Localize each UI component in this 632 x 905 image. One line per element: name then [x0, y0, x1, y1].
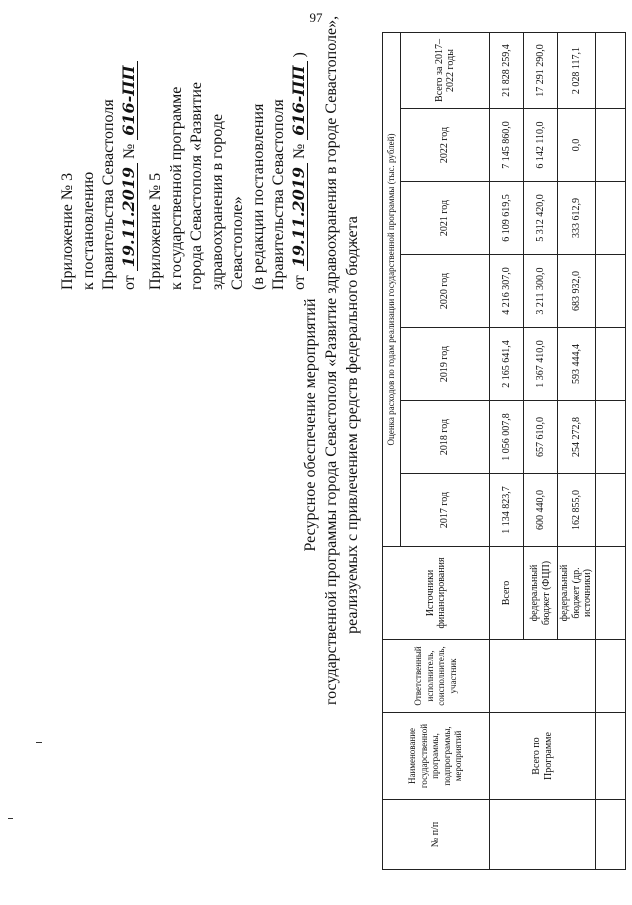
from-label: от: [120, 275, 138, 290]
appendix-5-line: города Севастополя «Развитие: [188, 81, 205, 290]
source-cell: федеральный бюджет (др. источники): [558, 547, 596, 640]
empty-cell: [596, 33, 626, 109]
empty-cell: [596, 713, 626, 800]
page-number: 97: [309, 10, 323, 25]
appendix-5-line: Приложение № 5: [147, 172, 164, 290]
value-cell-total: 21 828 259,4: [490, 33, 524, 109]
value-cell: 683 932,0: [558, 255, 596, 328]
closing-paren: ): [290, 52, 308, 58]
header-num: № п/п: [383, 800, 490, 870]
number-label: №: [120, 143, 138, 160]
appendix-3-block: [58, 61, 140, 290]
header-year: 2021 год: [401, 182, 490, 255]
value-cell: 593 444,4: [558, 328, 596, 401]
handwritten-number: 616-ПП: [290, 61, 308, 139]
appendix-3-line: Приложение № 3: [59, 172, 76, 290]
value-cell: 333 612,9: [558, 182, 596, 255]
title-line-2: государственной программы города Севастополя «Развитие здравоохранения в городе Севастополе»,: [323, 15, 340, 705]
value-cell: 2 165 641,4: [490, 328, 524, 401]
appendix-3-line: к постановлению: [79, 171, 97, 290]
value-cell-total: 17 291 290,0: [524, 33, 558, 109]
handwritten-date: 19.11.2019: [290, 163, 308, 271]
appendix-5-line: здравоохранения в городе: [208, 113, 226, 290]
appendix-5-line: к государственной программе: [167, 86, 185, 290]
title-line-3: реализуемых с привлечением средств федерального бюджета: [344, 216, 361, 634]
header-year: 2022 год: [401, 109, 490, 182]
header-name: Наименование государственной программы, подпрограммы, мероприятий: [383, 713, 490, 800]
value-cell: 5 312 420,0: [524, 182, 558, 255]
handwritten-date: 19.11.2019: [120, 163, 138, 271]
empty-cell: [596, 547, 626, 640]
appendix-5-block: [146, 52, 310, 290]
value-cell: 162 855,0: [558, 474, 596, 547]
value-cell: 6 142 110,0: [524, 109, 558, 182]
empty-cell: [596, 328, 626, 401]
value-cell: 7 145 860,0: [490, 109, 524, 182]
handwritten-number: 616-ПП: [120, 61, 138, 139]
value-cell-total: 2 028 117,1: [558, 33, 596, 109]
header-year: 2017 год: [401, 474, 490, 547]
appendix-3-date-line: [120, 61, 141, 290]
source-cell: Всего: [490, 547, 524, 640]
value-cell: 0,0: [558, 109, 596, 182]
cell-num: [490, 800, 596, 870]
appendix-5-line: (в редакции постановления: [249, 103, 267, 290]
value-cell: 3 211 300,0: [524, 255, 558, 328]
value-cell: 1 367 410,0: [524, 328, 558, 401]
table-row: [490, 33, 524, 870]
value-cell: 1 056 007,8: [490, 401, 524, 474]
cell-responsible: [490, 640, 596, 713]
empty-row: [596, 33, 626, 870]
appendix-5-line: Правительства Севастополя: [270, 99, 287, 290]
resource-table: [382, 32, 626, 870]
program-name: Всего по Программе: [490, 713, 596, 800]
header-row: [383, 33, 401, 870]
appendix-5-line: Севастополе»: [229, 196, 246, 290]
value-cell: 657 610,0: [524, 401, 558, 474]
header-year-total: Всего за 2017–2022 годы: [401, 33, 490, 109]
value-cell: 600 440,0: [524, 474, 558, 547]
number-label: №: [290, 143, 308, 160]
empty-cell: [596, 474, 626, 547]
header-sources: Источники финансирования: [383, 547, 490, 640]
empty-cell: [596, 109, 626, 182]
empty-cell: [596, 182, 626, 255]
header-year: 2019 год: [401, 328, 490, 401]
header-year: 2018 год: [401, 401, 490, 474]
source-cell: федеральный бюджет (ФЦП): [524, 547, 558, 640]
header-year: 2020 год: [401, 255, 490, 328]
from-label: от: [290, 275, 308, 290]
title-line-1: Ресурсное обеспечение мероприятий: [302, 298, 319, 552]
empty-cell: [596, 640, 626, 713]
empty-cell: [596, 800, 626, 870]
value-cell: 4 216 307,0: [490, 255, 524, 328]
header-responsible: Ответственный исполнитель, соисполнитель, участник: [383, 640, 490, 713]
empty-cell: [596, 255, 626, 328]
value-cell: 1 134 823,7: [490, 474, 524, 547]
value-cell: 254 272,8: [558, 401, 596, 474]
appendix-3-line: Правительства Севастополя: [100, 99, 117, 290]
empty-cell: [596, 401, 626, 474]
value-cell: 6 109 619,5: [490, 182, 524, 255]
header-estimate: Оценка расходов по годам реализации государственной программы (тыс. рублей): [383, 33, 401, 547]
